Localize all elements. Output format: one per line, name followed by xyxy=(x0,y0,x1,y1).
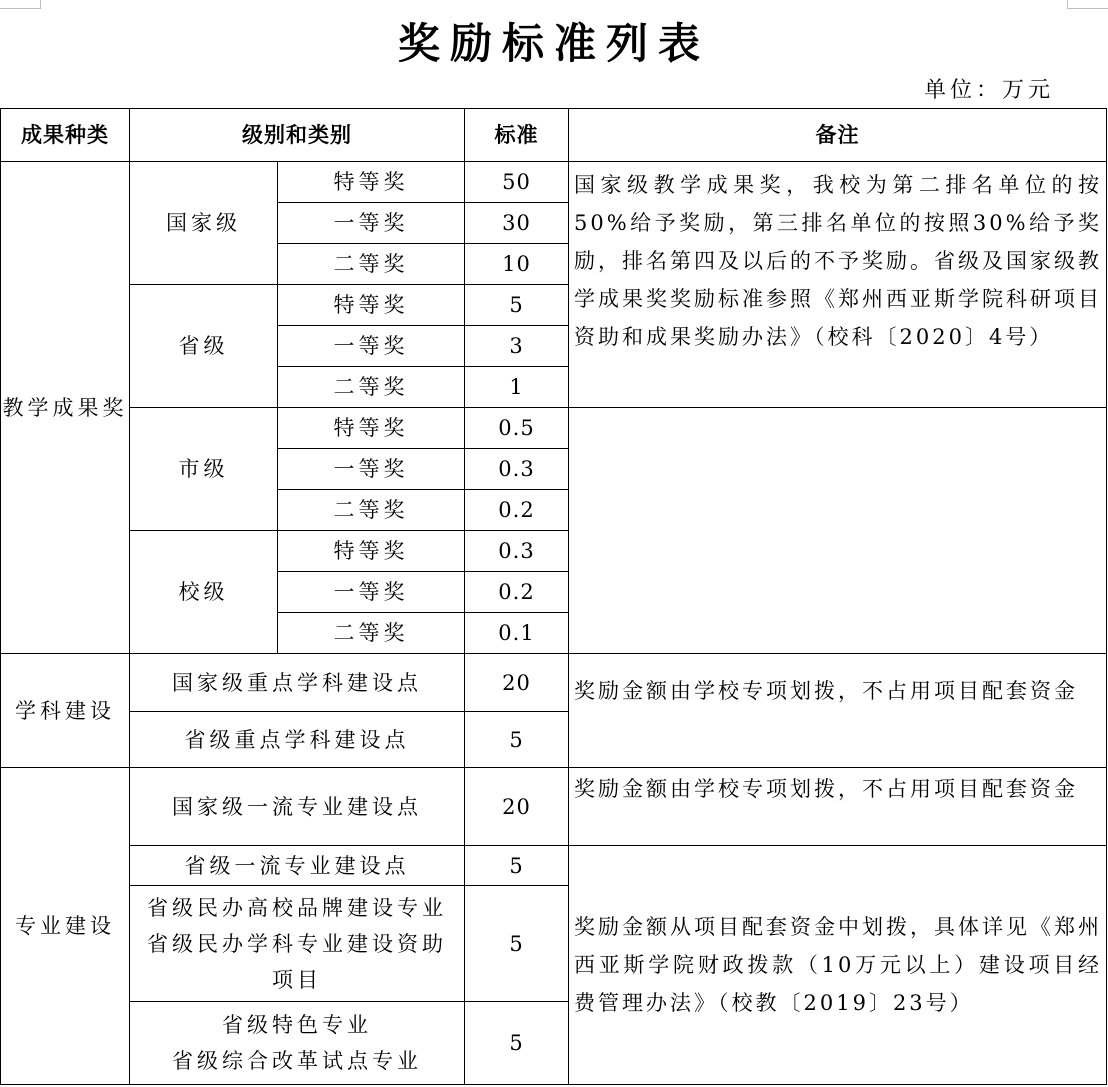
award-name: 一等奖 xyxy=(278,326,465,367)
document-title: 奖励标准列表 xyxy=(397,19,710,68)
table-row xyxy=(1,846,1107,886)
standard-value: 5 xyxy=(465,846,569,886)
standard-value: 5 xyxy=(465,1002,569,1085)
major-item: 省级一流专业建设点 xyxy=(130,846,465,886)
table-row xyxy=(1,768,1107,846)
standard-value: 20 xyxy=(465,768,569,846)
award-name: 一等奖 xyxy=(278,572,465,613)
standard-value: 5 xyxy=(465,712,569,768)
standard-value: 5 xyxy=(465,886,569,1002)
major-item-line: 省级民办高校品牌建设专业 xyxy=(147,895,447,920)
major-note-2: 奖励金额从项目配套资金中划拨，具体详见《郑州西亚斯学院财政拨款（10万元以上）建设项目经费管理办法》（校教〔2019〕23号） xyxy=(569,846,1107,1085)
award-name: 特等奖 xyxy=(278,531,465,572)
level-national: 国家级 xyxy=(130,162,278,285)
standard-value: 5 xyxy=(465,285,569,326)
standard-value: 30 xyxy=(465,203,569,244)
header-category: 成果种类 xyxy=(1,109,130,162)
table-row xyxy=(1,654,1107,712)
category-major: 专业建设 xyxy=(1,768,130,1085)
major-item-line: 项目 xyxy=(272,967,322,992)
table-header-row xyxy=(1,109,1107,162)
standard-value: 10 xyxy=(465,244,569,285)
category-discipline: 学科建设 xyxy=(1,654,130,768)
standard-value: 0.1 xyxy=(465,613,569,654)
header-standard: 标准 xyxy=(465,109,569,162)
award-name: 二等奖 xyxy=(278,367,465,408)
table-row xyxy=(1,408,1107,449)
standard-value: 3 xyxy=(465,326,569,367)
category-teaching: 教学成果奖 xyxy=(1,162,130,654)
award-name: 二等奖 xyxy=(278,490,465,531)
award-name: 特等奖 xyxy=(278,285,465,326)
standard-value: 20 xyxy=(465,654,569,712)
header-remarks: 备注 xyxy=(569,109,1107,162)
major-item: 国家级一流专业建设点 xyxy=(130,768,465,846)
standard-value: 1 xyxy=(465,367,569,408)
page-corner-mark-right xyxy=(1067,0,1108,9)
standard-value: 50 xyxy=(465,162,569,203)
page-corner-mark-left xyxy=(0,0,41,9)
standard-value: 0.5 xyxy=(465,408,569,449)
header-level-type: 级别和类别 xyxy=(130,109,465,162)
table-row xyxy=(1,162,1107,203)
major-item-line: 省级民办学科专业建设资助 xyxy=(147,931,447,956)
award-name: 一等奖 xyxy=(278,449,465,490)
level-school: 校级 xyxy=(130,531,278,654)
major-item-multiline xyxy=(130,1002,465,1085)
reward-standards-table xyxy=(0,108,1107,1085)
standard-value: 0.3 xyxy=(465,531,569,572)
standard-value: 0.2 xyxy=(465,490,569,531)
award-name: 特等奖 xyxy=(278,162,465,203)
discipline-note: 奖励金额由学校专项划拨，不占用项目配套资金 xyxy=(569,654,1107,768)
award-name: 特等奖 xyxy=(278,408,465,449)
standard-value: 0.3 xyxy=(465,449,569,490)
unit-label: 单位：万元 xyxy=(923,78,1054,103)
teaching-note: 国家级教学成果奖，我校为第二排名单位的按50%给予奖励，第三排名单位的按照30%给予奖励，排名第四及以后的不予奖励。省级及国家级教学成果奖奖励标准参照《郑州西亚斯学院科研项目资助和成果奖励办法》（校科〔2020〕4号） xyxy=(569,162,1107,408)
discipline-item: 国家级重点学科建设点 xyxy=(130,654,465,712)
level-city: 市级 xyxy=(130,408,278,531)
discipline-item: 省级重点学科建设点 xyxy=(130,712,465,768)
standard-value: 0.2 xyxy=(465,572,569,613)
major-item-line: 省级综合改革试点专业 xyxy=(172,1049,422,1073)
level-provincial: 省级 xyxy=(130,285,278,408)
major-item-line: 省级特色专业 xyxy=(222,1013,372,1037)
empty-remarks-cell xyxy=(569,408,1107,654)
major-item-multiline xyxy=(130,886,465,1002)
award-name: 一等奖 xyxy=(278,203,465,244)
award-name: 二等奖 xyxy=(278,244,465,285)
award-name: 二等奖 xyxy=(278,613,465,654)
major-note-1: 奖励金额由学校专项划拨，不占用项目配套资金 xyxy=(569,768,1107,846)
